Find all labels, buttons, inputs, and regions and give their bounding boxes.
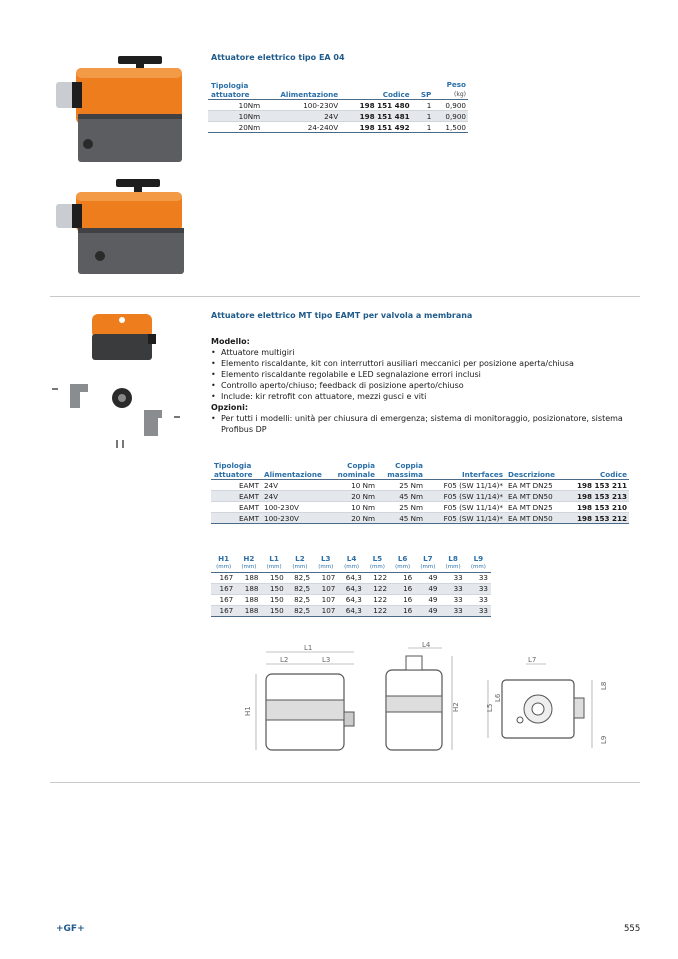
table-row: 10Nm 24V 198 151 481 1 0,900: [208, 111, 468, 122]
table-row: EAMT 100-230V 10 Nm 25 Nm F05 (SW 11/14)* EA MT DN25 198 153 210: [211, 502, 629, 513]
col-codice: Codice: [600, 470, 627, 479]
eamt-title: Attuatore elettrico MT tipo EAMT per valvola a membrana: [211, 311, 473, 320]
table-row: 167 188 150 82,5 107 64,3 122 16 49 33 33: [211, 572, 491, 583]
list-item: • Per tutti i modelli: unità per chiusura di emergenza; sistema di monitoraggio, posizionatore, sistema Profibus DP: [211, 413, 631, 435]
col-tipologia: Tipologia attuatore: [211, 81, 250, 99]
col-interfaces: Interfaces: [461, 470, 503, 479]
ea04-image-2: [52, 176, 188, 278]
page-number: 555: [624, 924, 641, 934]
dimensions-table: H1 H2 L1 L2 L3 L4 L5 L6 L7 L8 L9 (mm) (mm) (mm) (mm) (mm) (mm) (mm) (mm) (mm) (mm) (mm) 167 188 150 82,5 107 64,3 122 16 49 33 33 167 188 150 82,5 107 64,3 122 16 49 33 33 167 188 150 82,5 107 64,3 122 16 49 33 33 167 188 150 82,5 107 64,3 122 16 49 33 33: [211, 554, 491, 617]
table-row: 10Nm 100-230V 198 151 480 1 0,900: [208, 100, 468, 111]
list-item: • Include: kir retrofit con attuatore, mezzi gusci e viti: [211, 391, 631, 402]
label-l9: L9: [600, 735, 608, 744]
list-item: • Elemento riscaldante, kit con interruttori ausiliari meccanici per posizione aperta/chiusa: [211, 358, 631, 369]
label-l4: L4: [422, 641, 431, 649]
col-sp: SP: [420, 90, 432, 99]
col-tipologia: Tipologia attuatore: [214, 461, 253, 479]
section-divider: [50, 296, 640, 297]
unit-row: (mm) (mm) (mm) (mm) (mm) (mm) (mm) (mm) (mm) (mm) (mm): [216, 564, 486, 571]
ea04-table: [208, 80, 468, 133]
modello-heading: Modello:: [211, 337, 250, 346]
eamt-image: [44, 306, 194, 456]
table-row: EAMT 24V 10 Nm 25 Nm F05 (SW 11/14)* EA MT DN25 198 153 211: [211, 480, 629, 491]
label-l1: L1: [304, 644, 313, 652]
label-l5: L5: [486, 703, 494, 712]
table-row: EAMT 24V 20 Nm 45 Nm F05 (SW 11/14)* EA MT DN50 198 153 213: [211, 491, 629, 502]
table-row: EAMT 100-230V 20 Nm 45 Nm F05 (SW 11/14)* EA MT DN50 198 153 212: [211, 513, 629, 524]
col-coppia-nominale: Coppia nominale: [337, 461, 375, 479]
modello-block: [211, 336, 631, 435]
col-alimentazione: Alimentazione: [280, 90, 339, 99]
list-item: • Attuatore multigiri: [211, 347, 631, 358]
table-row: 167 188 150 82,5 107 64,3 122 16 49 33 33: [211, 583, 491, 594]
table-row: 167 188 150 82,5 107 64,3 122 16 49 33 33: [211, 594, 491, 605]
label-l6: L6: [494, 693, 502, 702]
col-peso: Peso (kg): [446, 80, 466, 98]
label-h2: H2: [452, 702, 460, 712]
label-h1: H1: [244, 706, 252, 716]
col-descrizione: Descrizione: [508, 470, 555, 479]
label-l8: L8: [600, 681, 608, 690]
ea04-image-1: [52, 52, 188, 164]
opzioni-heading: Opzioni:: [211, 403, 249, 412]
label-l3: L3: [322, 656, 331, 664]
col-codice: Codice: [382, 90, 410, 99]
label-l7: L7: [528, 656, 537, 664]
dimension-drawing: [236, 640, 626, 768]
list-item: • Controllo aperto/chiuso; feedback di posizione aperto/chiuso: [211, 380, 631, 391]
gf-logo: +GF+: [56, 924, 85, 934]
col-alimentazione: Alimentazione: [264, 470, 322, 479]
section-divider: [50, 782, 640, 783]
col-coppia-massima: Coppia massima: [387, 461, 423, 479]
label-l2: L2: [280, 656, 289, 664]
table-row: 167 188 150 82,5 107 64,3 122 16 49 33 33: [211, 605, 491, 616]
list-item: • Elemento riscaldante regolabile e LED segnalazione errori inclusi: [211, 369, 631, 380]
eamt-table: [211, 461, 629, 524]
table-row: 20Nm 24-240V 198 151 492 1 1,500: [208, 122, 468, 133]
ea04-title: Attuatore elettrico tipo EA 04: [211, 53, 345, 62]
